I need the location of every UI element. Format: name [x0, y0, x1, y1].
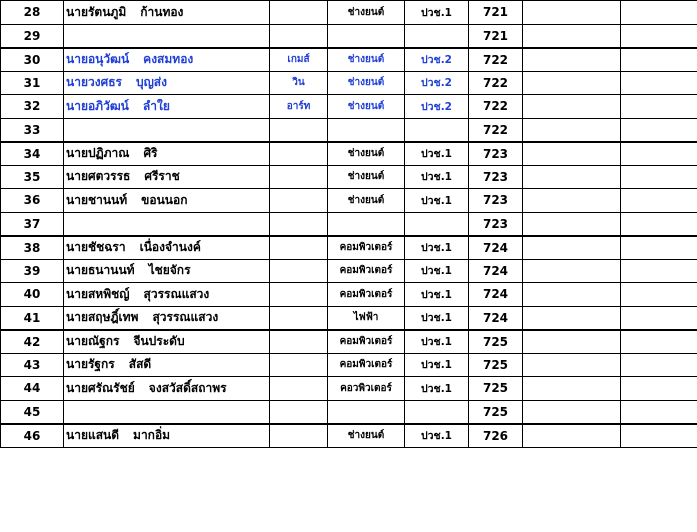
- level: ปวช.1: [421, 336, 452, 348]
- level-cell[interactable]: [405, 330, 469, 354]
- note-cell-1[interactable]: [523, 259, 621, 283]
- nickname-cell[interactable]: [270, 424, 328, 448]
- room-cell[interactable]: [469, 377, 523, 401]
- row-number-cell[interactable]: [1, 1, 64, 25]
- department: คอมพิวเตอร์: [339, 288, 393, 300]
- nickname-cell[interactable]: [270, 142, 328, 166]
- row-number-cell[interactable]: [1, 400, 64, 424]
- nickname-cell[interactable]: [270, 24, 328, 48]
- room-number: 721: [482, 5, 509, 20]
- department-cell[interactable]: [328, 236, 405, 260]
- note-cell-1[interactable]: [523, 330, 621, 354]
- row-number-cell[interactable]: [1, 118, 64, 142]
- room-number: 726: [482, 428, 509, 443]
- nickname-cell[interactable]: [270, 259, 328, 283]
- department: คอมพิวเตอร์: [339, 336, 393, 347]
- nickname-cell[interactable]: [270, 48, 328, 72]
- room-cell[interactable]: [469, 189, 523, 213]
- student-name-cell[interactable]: [64, 212, 270, 236]
- nickname-cell[interactable]: [270, 212, 328, 236]
- department-cell[interactable]: [328, 283, 405, 307]
- department: ช่างยนต์: [347, 194, 385, 206]
- last-name: มากอิ่ม: [133, 428, 171, 442]
- note-cell-1[interactable]: [523, 95, 621, 119]
- row-number-cell[interactable]: [1, 48, 64, 72]
- nickname-cell[interactable]: [270, 306, 328, 330]
- note-cell-1[interactable]: [523, 400, 621, 424]
- table-row: [1, 259, 697, 283]
- row-number: 44: [23, 381, 41, 396]
- level-cell[interactable]: [405, 48, 469, 72]
- last-name: ขอนนอก: [141, 192, 188, 207]
- student-name-cell[interactable]: [64, 283, 270, 307]
- room-number: 723: [482, 193, 509, 208]
- student-name-cell[interactable]: [64, 142, 270, 166]
- level-cell[interactable]: [405, 142, 469, 166]
- row-number: 39: [23, 263, 41, 278]
- department: คอมพิวเตอร์: [339, 242, 393, 253]
- nickname-cell[interactable]: [270, 71, 328, 95]
- department: ช่างยนต์: [347, 77, 385, 89]
- room-cell[interactable]: [469, 212, 523, 236]
- nickname-cell[interactable]: [270, 330, 328, 354]
- note-cell-1[interactable]: [523, 236, 621, 260]
- row-number-cell[interactable]: [1, 95, 64, 119]
- table-body: [1, 1, 697, 448]
- table-row: [1, 189, 697, 213]
- nickname: เกมส์: [287, 54, 310, 65]
- department: คอมพิวเตอร์: [339, 359, 393, 371]
- department-cell[interactable]: [328, 400, 405, 424]
- note-cell-2[interactable]: [621, 259, 697, 283]
- first-name: นายรัฐกร: [66, 357, 115, 372]
- note-cell-1[interactable]: [523, 353, 621, 377]
- row-number: 37: [23, 216, 41, 231]
- first-name: นายแสนดี: [66, 428, 120, 442]
- level: ปวช.1: [421, 6, 452, 19]
- student-name-cell[interactable]: [64, 400, 270, 424]
- row-number: 40: [23, 287, 41, 302]
- level-cell[interactable]: [405, 283, 469, 307]
- note-cell-1[interactable]: [523, 212, 621, 236]
- last-name: บุญส่ง: [135, 75, 167, 90]
- room-cell[interactable]: [469, 24, 523, 48]
- room-cell[interactable]: [469, 236, 523, 260]
- first-name: นายปฏิภาณ: [66, 146, 130, 160]
- level-cell[interactable]: [405, 259, 469, 283]
- note-cell-2[interactable]: [621, 212, 697, 236]
- level: ปวช.1: [421, 148, 452, 160]
- department: ช่างยนต์: [347, 54, 385, 65]
- row-number: 38: [23, 240, 41, 255]
- row-number: 28: [23, 5, 41, 20]
- first-name: นายศตวรรธ: [66, 169, 131, 184]
- last-name: จงสวัสดิ์สถาพร: [148, 380, 227, 395]
- room-cell[interactable]: [469, 142, 523, 166]
- level-cell[interactable]: [405, 118, 469, 142]
- room-number: 722: [482, 52, 509, 67]
- table-row: [1, 1, 697, 25]
- department: ช่างยนต์: [347, 171, 385, 183]
- nickname: วิน: [292, 77, 305, 89]
- row-number-cell[interactable]: [1, 259, 64, 283]
- room-number: 725: [482, 334, 509, 349]
- first-name: นายสฤษฎิ์เทพ: [66, 310, 139, 324]
- note-cell-2[interactable]: [621, 71, 697, 95]
- room-cell[interactable]: [469, 400, 523, 424]
- room-cell[interactable]: [469, 306, 523, 330]
- student-name-cell[interactable]: [64, 259, 270, 283]
- row-number-cell[interactable]: [1, 71, 64, 95]
- department: ช่างยนต์: [347, 430, 385, 441]
- level: ปวช.1: [421, 242, 452, 254]
- first-name: นายศรัณรัชย์: [66, 380, 135, 395]
- level-cell[interactable]: [405, 400, 469, 424]
- nickname-cell[interactable]: [270, 353, 328, 377]
- student-name-cell[interactable]: [64, 236, 270, 260]
- student-name-cell[interactable]: [64, 306, 270, 330]
- note-cell-1[interactable]: [523, 142, 621, 166]
- student-name-cell[interactable]: [64, 95, 270, 119]
- department-cell[interactable]: [328, 165, 405, 189]
- table-row: [1, 400, 697, 424]
- last-name: ศิริ: [143, 146, 158, 160]
- room-number: 724: [482, 263, 509, 278]
- department-cell[interactable]: [328, 24, 405, 48]
- note-cell-2[interactable]: [621, 24, 697, 48]
- nickname-cell[interactable]: [270, 1, 328, 25]
- first-name: นายรัตนภูมิ: [66, 4, 127, 19]
- row-number-cell[interactable]: [1, 212, 64, 236]
- room-number: 722: [482, 75, 509, 90]
- department-cell[interactable]: [328, 353, 405, 377]
- student-name-cell[interactable]: [64, 353, 270, 377]
- room-number: 722: [482, 122, 509, 137]
- nickname-cell[interactable]: [270, 400, 328, 424]
- department-cell[interactable]: [328, 259, 405, 283]
- department: ช่างยนต์: [347, 148, 385, 159]
- row-number-cell[interactable]: [1, 353, 64, 377]
- level-cell[interactable]: [405, 212, 469, 236]
- level: ปวช.1: [421, 430, 452, 442]
- table-row: [1, 377, 697, 401]
- department-cell[interactable]: [328, 189, 405, 213]
- level-cell[interactable]: [405, 165, 469, 189]
- note-cell-1[interactable]: [523, 283, 621, 307]
- note-cell-1[interactable]: [523, 189, 621, 213]
- first-name: นายวงศธร: [66, 75, 122, 90]
- row-number: 41: [23, 310, 41, 325]
- student-name-cell[interactable]: [64, 189, 270, 213]
- note-cell-2[interactable]: [621, 400, 697, 424]
- level-cell[interactable]: [405, 95, 469, 119]
- department: คอมพิวเตอร์: [339, 265, 393, 277]
- room-number: 723: [482, 169, 509, 184]
- last-name: ก้านทอง: [140, 4, 184, 19]
- department-cell[interactable]: [328, 95, 405, 119]
- nickname-cell[interactable]: [270, 377, 328, 401]
- note-cell-1[interactable]: [523, 71, 621, 95]
- last-name: จีนประดับ: [133, 334, 185, 348]
- department-cell[interactable]: [328, 1, 405, 25]
- note-cell-1[interactable]: [523, 165, 621, 189]
- department-cell[interactable]: [328, 142, 405, 166]
- level: ปวช.1: [421, 288, 452, 301]
- note-cell-1[interactable]: [523, 118, 621, 142]
- department-cell[interactable]: [328, 118, 405, 142]
- row-number-cell[interactable]: [1, 377, 64, 401]
- first-name: นายณัฐกร: [66, 334, 120, 348]
- last-name: คงสมทอง: [143, 52, 194, 66]
- last-name: ไชยจักร: [148, 263, 191, 278]
- note-cell-2[interactable]: [621, 377, 697, 401]
- row-number: 29: [23, 28, 41, 43]
- row-number-cell[interactable]: [1, 306, 64, 330]
- student-name-cell[interactable]: [64, 165, 270, 189]
- row-number: 42: [23, 334, 41, 349]
- student-name-cell[interactable]: [64, 330, 270, 354]
- table-row: [1, 236, 697, 260]
- level: ปวช.2: [421, 54, 452, 66]
- room-number: 721: [482, 28, 509, 43]
- level-cell[interactable]: [405, 71, 469, 95]
- row-number: 32: [23, 99, 41, 114]
- note-cell-2[interactable]: [621, 95, 697, 119]
- room-cell[interactable]: [469, 48, 523, 72]
- room-number: 723: [482, 216, 509, 231]
- table-row: [1, 330, 697, 354]
- department-cell[interactable]: [328, 377, 405, 401]
- level-cell[interactable]: [405, 1, 469, 25]
- first-name: นายอนุวัฒน์: [66, 52, 130, 66]
- nickname-cell[interactable]: [270, 165, 328, 189]
- room-cell[interactable]: [469, 165, 523, 189]
- note-cell-2[interactable]: [621, 424, 697, 448]
- level: ปวช.1: [421, 171, 452, 184]
- department: คอวพิวเตอร์: [340, 382, 392, 394]
- student-name-cell[interactable]: [64, 71, 270, 95]
- note-cell-2[interactable]: [621, 283, 697, 307]
- table-row: [1, 353, 697, 377]
- department: ไฟฟ้า: [353, 312, 379, 323]
- row-number: 33: [23, 122, 41, 137]
- department-cell[interactable]: [328, 212, 405, 236]
- note-cell-1[interactable]: [523, 24, 621, 48]
- room-cell[interactable]: [469, 95, 523, 119]
- note-cell-2[interactable]: [621, 330, 697, 354]
- department: ช่างยนต์: [347, 6, 385, 18]
- row-number-cell[interactable]: [1, 24, 64, 48]
- level: ปวช.2: [421, 77, 452, 90]
- row-number-cell[interactable]: [1, 142, 64, 166]
- room-number: 722: [482, 99, 509, 114]
- room-number: 725: [482, 357, 509, 372]
- first-name: นายธนานนท์: [66, 263, 135, 278]
- row-number: 30: [23, 52, 41, 67]
- first-name: นายสหพิชญ์: [66, 286, 130, 301]
- note-cell-2[interactable]: [621, 118, 697, 142]
- department-cell[interactable]: [328, 330, 405, 354]
- row-number: 34: [23, 146, 41, 161]
- last-name: ศรีราช: [144, 169, 180, 184]
- first-name: นายอภิวัฒน์: [66, 98, 129, 113]
- room-cell[interactable]: [469, 424, 523, 448]
- department-cell[interactable]: [328, 306, 405, 330]
- room-cell[interactable]: [469, 259, 523, 283]
- level: ปวช.1: [421, 312, 452, 324]
- room-cell[interactable]: [469, 118, 523, 142]
- table-row: [1, 212, 697, 236]
- note-cell-1[interactable]: [523, 377, 621, 401]
- note-cell-2[interactable]: [621, 165, 697, 189]
- department-cell[interactable]: [328, 424, 405, 448]
- note-cell-1[interactable]: [523, 306, 621, 330]
- note-cell-2[interactable]: [621, 353, 697, 377]
- room-cell[interactable]: [469, 1, 523, 25]
- student-name-cell[interactable]: [64, 24, 270, 48]
- last-name: สุวรรณแสวง: [143, 286, 210, 301]
- row-number-cell[interactable]: [1, 424, 64, 448]
- room-number: 723: [482, 146, 509, 161]
- student-name-cell[interactable]: [64, 424, 270, 448]
- note-cell-2[interactable]: [621, 236, 697, 260]
- room-number: 725: [482, 381, 509, 396]
- room-cell[interactable]: [469, 353, 523, 377]
- room-cell[interactable]: [469, 330, 523, 354]
- department-cell[interactable]: [328, 71, 405, 95]
- row-number: 46: [23, 428, 41, 443]
- level-cell[interactable]: [405, 306, 469, 330]
- row-number: 43: [23, 357, 41, 372]
- row-number: 36: [23, 193, 41, 208]
- last-name: เนื่องจำนงค์: [139, 240, 201, 254]
- student-name-cell[interactable]: [64, 118, 270, 142]
- first-name: นายชานนท์: [66, 192, 128, 207]
- table-row: [1, 306, 697, 330]
- student-name-cell[interactable]: [64, 377, 270, 401]
- nickname-cell[interactable]: [270, 283, 328, 307]
- nickname-cell[interactable]: [270, 95, 328, 119]
- level-cell[interactable]: [405, 236, 469, 260]
- note-cell-2[interactable]: [621, 189, 697, 213]
- level: ปวช.1: [421, 382, 452, 395]
- table-row: [1, 424, 697, 448]
- level: ปวช.1: [421, 359, 452, 372]
- first-name: นายชัชฉรา: [66, 240, 126, 254]
- department-cell[interactable]: [328, 48, 405, 72]
- level: ปวช.2: [421, 100, 452, 113]
- level-cell[interactable]: [405, 24, 469, 48]
- level: ปวช.1: [421, 265, 452, 278]
- row-number-cell[interactable]: [1, 165, 64, 189]
- student-name-cell[interactable]: [64, 48, 270, 72]
- level: ปวช.1: [421, 194, 452, 207]
- room-number: 724: [482, 240, 509, 255]
- level-cell[interactable]: [405, 377, 469, 401]
- table-row: [1, 95, 697, 119]
- row-number: 35: [23, 169, 41, 184]
- note-cell-1[interactable]: [523, 1, 621, 25]
- note-cell-2[interactable]: [621, 1, 697, 25]
- student-name-cell[interactable]: [64, 1, 270, 25]
- room-cell[interactable]: [469, 71, 523, 95]
- table-row: [1, 283, 697, 307]
- row-number-cell[interactable]: [1, 236, 64, 260]
- note-cell-2[interactable]: [621, 142, 697, 166]
- table-row: [1, 24, 697, 48]
- level-cell[interactable]: [405, 189, 469, 213]
- level-cell[interactable]: [405, 424, 469, 448]
- nickname-cell[interactable]: [270, 189, 328, 213]
- table-row: [1, 71, 697, 95]
- nickname: อาร์ท: [286, 100, 311, 112]
- row-number-cell[interactable]: [1, 189, 64, 213]
- note-cell-2[interactable]: [621, 306, 697, 330]
- row-number-cell[interactable]: [1, 283, 64, 307]
- table-row: [1, 48, 697, 72]
- nickname-cell[interactable]: [270, 236, 328, 260]
- last-name: ลำใย: [142, 98, 170, 113]
- table-row: [1, 142, 697, 166]
- row-number: 45: [23, 404, 41, 419]
- table-row: [1, 118, 697, 142]
- last-name: สุวรรณแสวง: [152, 310, 219, 324]
- nickname-cell[interactable]: [270, 118, 328, 142]
- table-row: [1, 165, 697, 189]
- department: ช่างยนต์: [347, 100, 385, 112]
- room-number: 724: [482, 287, 509, 302]
- room-cell[interactable]: [469, 283, 523, 307]
- last-name: สัสดี: [128, 357, 152, 372]
- level-cell[interactable]: [405, 353, 469, 377]
- row-number: 31: [23, 75, 41, 90]
- note-cell-1[interactable]: [523, 424, 621, 448]
- note-cell-1[interactable]: [523, 48, 621, 72]
- room-number: 725: [482, 404, 509, 419]
- row-number-cell[interactable]: [1, 330, 64, 354]
- note-cell-2[interactable]: [621, 48, 697, 72]
- room-number: 724: [482, 310, 509, 325]
